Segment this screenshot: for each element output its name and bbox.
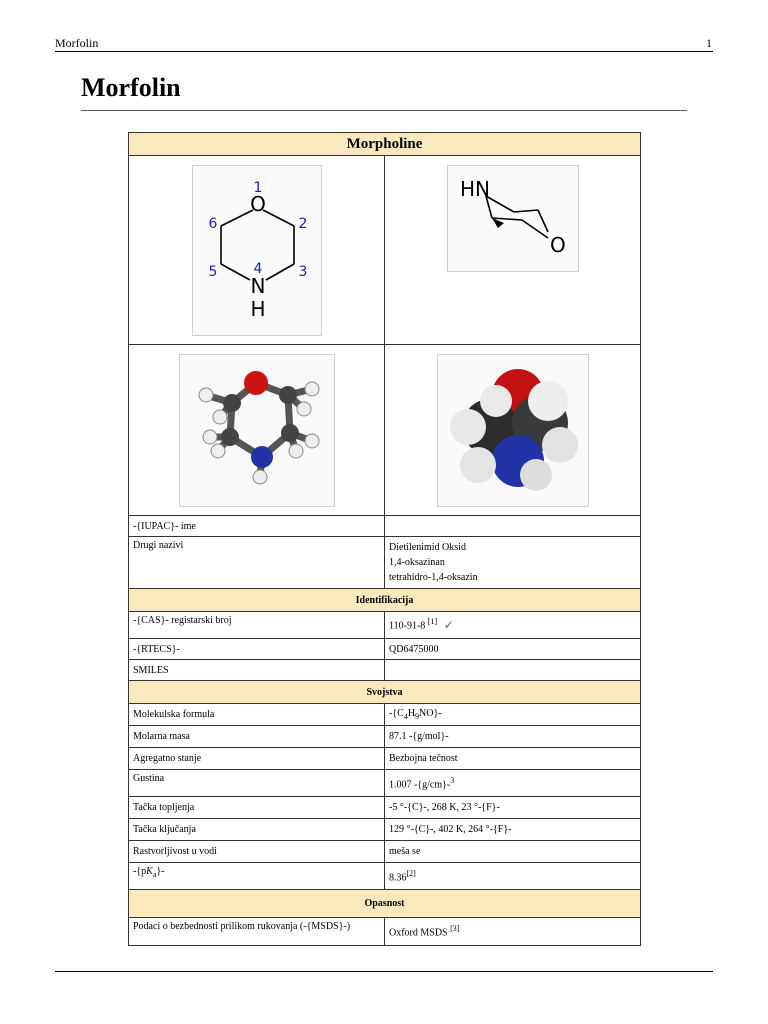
section-identification: Identifikacija — [129, 589, 641, 612]
pka-value-cell — [385, 863, 641, 890]
density-label: Gustina — [129, 770, 385, 797]
other-name: 1,4-oksazinan — [389, 557, 445, 568]
msds-label: Podaci o bezbednosti prilikom rukovanja (-{MSDS}-) — [129, 918, 385, 946]
msds-value-cell — [385, 918, 641, 946]
structure-numbered-cell — [129, 156, 385, 345]
state-value: Bezbojna tečnost — [385, 748, 641, 770]
header-rule — [55, 51, 713, 52]
pka-k: K — [146, 866, 153, 877]
pka-a: a — [152, 870, 157, 879]
formula-c: -{C — [389, 708, 404, 719]
oxygen-atom-label: O — [249, 191, 266, 216]
iupac-value — [385, 516, 641, 537]
ball-and-stick-model — [179, 354, 335, 507]
position-6-label: 6 — [208, 215, 217, 232]
position-5-label: 5 — [208, 263, 217, 280]
pka-p: -{p — [133, 866, 147, 877]
position-2-label: 2 — [298, 215, 307, 232]
chem-infobox — [128, 132, 641, 946]
chair-structure-image — [447, 165, 579, 272]
solubility-label: Rastvorljivost u vodi — [129, 841, 385, 863]
molar-mass-label: Molarna masa — [129, 726, 385, 748]
solubility-value: meša se — [385, 841, 641, 863]
page-title: Morfolin — [81, 73, 181, 102]
oxygen-atom — [244, 371, 268, 395]
chair-oxygen-label: O — [549, 233, 566, 257]
other-name: Dietilenimid Oksid — [389, 542, 466, 553]
verified-check-icon: ✓ — [443, 617, 454, 632]
msds-ref-link[interactable]: [3] — [450, 924, 460, 934]
formula-label: Molekulska formula — [129, 704, 385, 726]
other-names-value — [385, 537, 641, 589]
space-fill-svg — [438, 355, 588, 503]
pka-ref-link[interactable]: [2] — [406, 868, 416, 878]
state-label: Agregatno stanje — [129, 748, 385, 770]
space-fill-cell — [385, 345, 641, 516]
msds-link[interactable]: Oxford MSDS — [389, 927, 448, 939]
position-4-label: 4 — [253, 260, 262, 277]
section-hazards: Opasnost — [129, 890, 641, 918]
section-properties: Svojstva — [129, 681, 641, 704]
molar-mass-value: 87.1 -{g/mol}- — [385, 726, 641, 748]
formula-c-count: 4 — [403, 712, 408, 721]
boiling-value: 129 °-{C}-, 402 K, 264 °-{F}- — [385, 819, 641, 841]
rtecs-value: QD6475000 — [385, 639, 641, 660]
cas-value-cell — [385, 612, 641, 639]
cas-label: -{CAS}- registarski broj — [129, 612, 385, 639]
pka-label — [129, 863, 385, 890]
numbered-structure-svg — [193, 166, 321, 332]
other-names-label: Drugi nazivi — [129, 537, 385, 589]
cas-value: 110-91-8 — [389, 620, 426, 632]
formula-h-count: 9 — [415, 712, 420, 721]
density-exponent: 3 — [450, 775, 455, 785]
footer-rule — [55, 971, 713, 972]
density-value-cell — [385, 770, 641, 797]
melting-value: -5 °-{C}-, 268 K, 23 °-{F}- — [385, 797, 641, 819]
wedge-bond — [492, 218, 504, 228]
other-name: tetrahidro-1,4-oksazin — [389, 572, 478, 583]
cas-ref-link[interactable]: [1] — [427, 617, 438, 627]
hn-label: HN — [459, 177, 490, 201]
space-filling-model — [437, 354, 589, 507]
formula-value — [385, 704, 641, 726]
rtecs-label: -{RTECS}- — [129, 639, 385, 660]
chair-structure-svg — [448, 166, 578, 268]
iupac-label: -{IUPAC}- ime — [129, 516, 385, 537]
smiles-value — [385, 660, 641, 681]
hydrogen-atom-label: H — [249, 296, 266, 321]
pka-value: 8.36 — [389, 872, 407, 884]
title-rule — [81, 110, 687, 111]
structure-chair-cell — [385, 156, 641, 345]
ball-stick-cell — [129, 345, 385, 516]
position-3-label: 3 — [298, 263, 307, 280]
nitrogen-atom — [251, 446, 273, 468]
formula-rest: NO}- — [419, 708, 442, 719]
boiling-label: Tačka ključanja — [129, 819, 385, 841]
page-number: 1 — [706, 36, 712, 50]
density-value: 1.007 -{g/cm}- — [389, 779, 451, 791]
formula-h: H — [407, 708, 416, 719]
ball-stick-svg — [180, 355, 334, 503]
pka-suffix: }- — [156, 866, 165, 877]
melting-label: Tačka topljenja — [129, 797, 385, 819]
smiles-label: SMILES — [129, 660, 385, 681]
numbered-structure-image — [192, 165, 322, 336]
nitrogen-atom-label: N — [250, 273, 265, 298]
running-header-title: Morfolin — [55, 36, 99, 50]
infobox-caption: Morpholine — [129, 133, 641, 156]
position-1-label: 1 — [253, 179, 262, 196]
